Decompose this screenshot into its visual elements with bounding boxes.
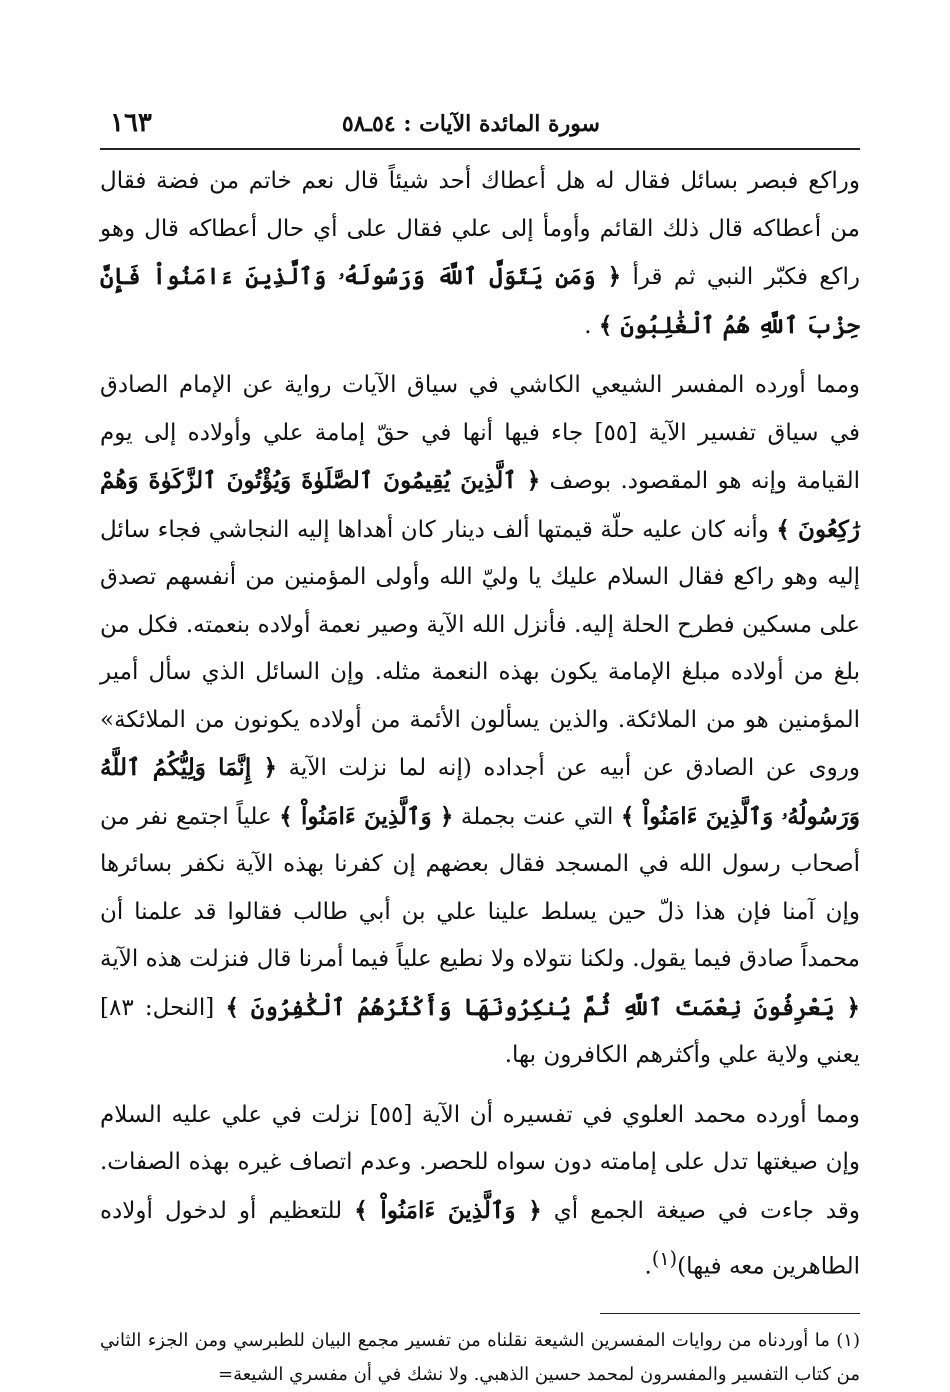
running-header [100,108,860,150]
footnote: (١) ما أوردناه من روايات المفسرين الشيعة نقلناه من تفسير مجمع البيان للطبرسي ومن الجزء الثاني من كتاب التفسير والمفسرون لمحمد حسين الذهبي. ولا نشك في أن مفسري الشيعة= [100,1330,860,1386]
text-segment: [النحل: ٨٣] يعني ولاية علي وأكثرهم الكافرون بها. [100,994,860,1068]
text-segment: وأنه كان عليه حلّة قيمتها ألف دينار كان أهداها إليه النجاشي فجاء سائل إليه وهو راكع فقال السلام عليك يا وليّ الله وأولى المؤمنين من أنفسهم تصدق على مسكين فطرح الحلة إليه. فأنزل الله الآية وصير نعمة أولاده بنعمته. فكل من بلغ من أولاده مبلغ الإمامة يكون بهذه النعمة مثله. وإن السائل الذي سأل أمير المؤمنين هو من الملائكة. والذين يسألون الأئمة من أولاده يكونون من الملائكة» وروى عن الصادق عن أبيه عن أجداده (إنه لما نزلت الآية [100,516,861,781]
text-segment: للتعظيم أو لدخول أولاده الطاهرين معه فيها) [100,1197,860,1280]
quran-verse: ﴿ يَعْرِفُونَ نِعْمَتَ ٱللَّهِ ثُمَّ يُنكِرُونَهَا وَأَكْثَرُهُمُ ٱلْكَٰفِرُونَ ﴾ [225,993,860,1021]
surah-title: سورة المائدة الآيات : ٥٤ـ٥٨ [341,111,600,137]
quran-verse: ﴿ إِنَّمَا وَلِيُّكُمُ ٱللَّهُ وَرَسُولُهُۥ وَٱلَّذِينَ ءَامَنُواْ ﴾ [100,754,860,830]
text-segment: ومما أورده محمد العلوي في تفسيره أن الآية [٥٥] نزلت في علي عليه السلام وإن صيغتها تدل على إمامته دون سواه للحصر. وعدم اتصاف غيره بهذه الصفات. وقد جاءت في صيغة الجمع أي [100,1101,860,1224]
quran-verse: ﴿ وَٱلَّذِينَ ءَامَنُواْ ﴾ [354,1196,542,1224]
quran-verse: ﴿ وَٱلَّذِينَ ءَامَنُواْ ﴾ [279,802,454,830]
text-segment: . [584,312,599,339]
paragraph-3 [100,1092,860,1292]
footnote-separator [600,1313,860,1314]
text-segment: التي عنت بجملة [453,803,621,830]
paragraph-1 [100,158,860,350]
paragraph-2 [100,362,860,1080]
quran-verse: ﴿ ٱلَّذِينَ يُقِيمُونَ ٱلصَّلَوٰةَ وَيُؤْتُونَ ٱلزَّكَوٰةَ وَهُمْ رَٰكِعُونَ ﴾ [100,467,860,543]
text-segment: علياً اجتمع نفر من أصحاب رسول الله في المسجد فقال بعضهم إن كفرنا بهذه الآية نكفر بسائرها وإن آمنا فإن هذا ذلّ حين يسلط علينا علي بن أبي طالب فقالوا قد علمنا أن محمداً صادق فيما يقول. ولكنا نتولاه ولا نطيع علياً فيما أمرنا قال فنزلت هذه الآية [100,803,860,972]
page-number: ١٦٣ [110,108,152,138]
footnote-marker: (١) [651,1247,678,1270]
quran-verse: ﴿ وَمَن يَتَوَلَّ ٱللَّهَ وَرَسُولَهُۥ وَٱلَّذِينَ ءَامَنُواْ فَإِنَّ حِزْبَ ٱللَّهِ هُمُ ٱلْغَٰلِبُونَ ﴾ [100,263,860,339]
text-segment: ومما أورده المفسر الشيعي الكاشي في سياق الآيات رواية عن الإمام الصادق في سياق تفسير الآية [٥٥] جاء فيها أنها في حقّ إمامة علي وأولاده إلى يوم القيامة وإنه هو المقصود. بوصف [100,372,860,494]
text-segment: . [644,1253,652,1280]
text-segment: وراكع فبصر بسائل فقال له هل أعطاك أحد شيئاً قال نعم خاتم من فضة فقال من أعطاكه قال ذلك القائم وأومأ إلى علي فقال على أي حال أعطاكه قال وهو راكع فكبّر النبي ثم قرأ [100,168,860,290]
main-text [100,158,860,1291]
book-page [100,108,860,1392]
